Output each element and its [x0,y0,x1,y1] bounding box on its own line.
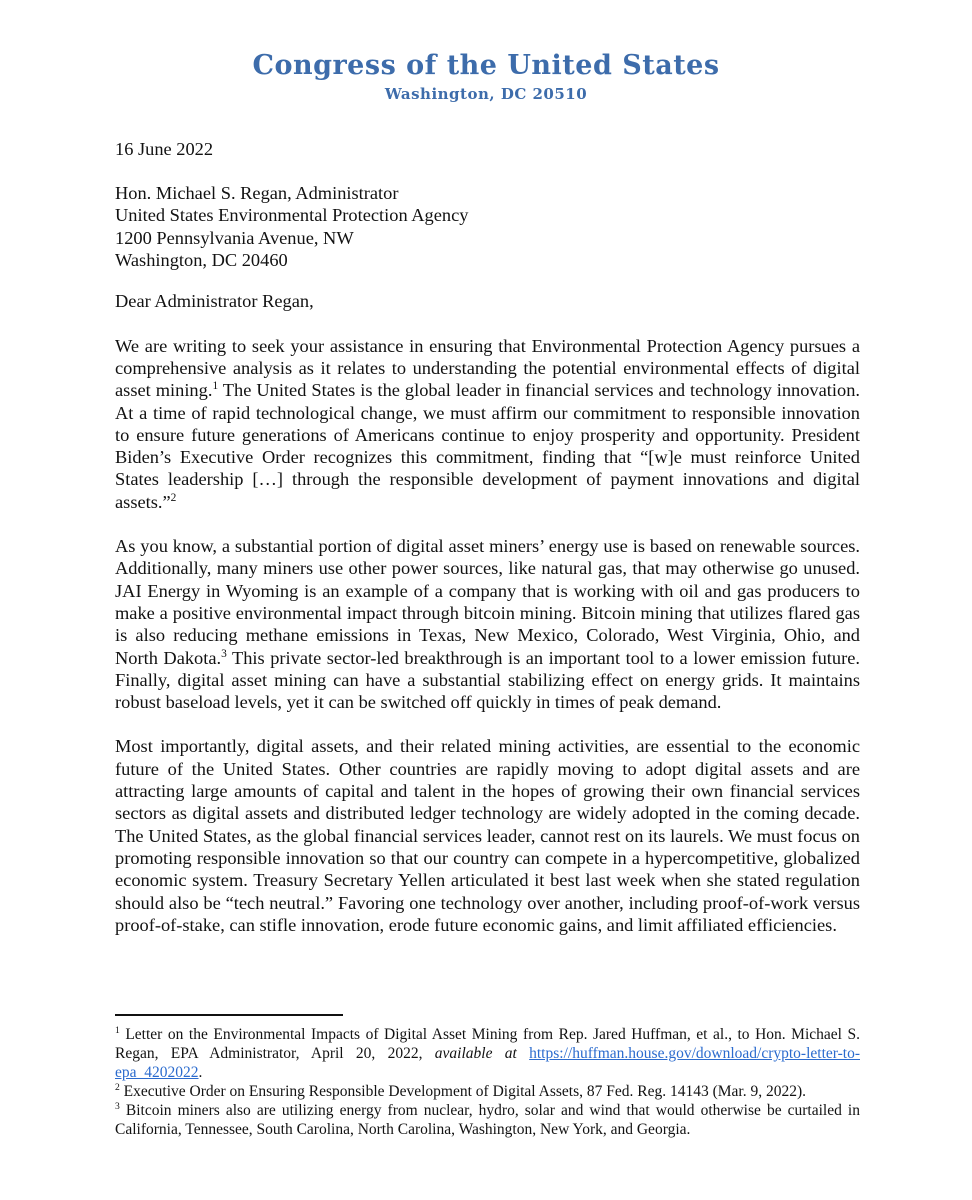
footnote-marker: 2 [170,491,177,504]
footnotes-section [115,1014,860,1139]
letterhead-title: Congress of the United States [252,50,720,81]
letterhead [0,0,972,105]
footnote-marker: 2 [115,1081,120,1093]
body-paragraph-3: Most importantly, digital assets, and their related mining activities, are essential to the economic future of the United States. Other countries are rapidly moving to adopt digital assets and are attracting large amounts of capital and talent in the hopes of growing their own financial services sectors as digital assets and distributed ledger technology are widely adopted in the coming decade. The United States, as the global financial services leader, cannot rest on its laurels. We must focus on promoting responsible innovation so that our country can compete in a hypercompetitive, globalized economic system. Treasury Secretary Yellen articulated it best last week when she stated regulation should also be “tech neutral.” Favoring one technology over another, including proof-of-work versus proof-of-stake, can stifle innovation, erode future economic gains, and limit affiliated efficiencies. [115,736,860,935]
recipient-line-city: Washington, DC 20460 [115,250,288,271]
recipient-address-block [115,182,860,271]
salutation: Dear Administrator Regan, [115,291,314,312]
footnote-3: $^3$ Bitcoin miners also are utilizing energy from nuclear, hydro, solar and wind that would otherwise be curtailed in California, Tennessee, South Carolina, North Carolina, Washington, New York, and Georgia. [115,1100,860,1138]
footnote-link[interactable]: https://huffman.house.gov/download/crypto-letter-to-epa_4202022 [115,1045,860,1081]
footnote-separator [115,1014,343,1016]
italic-text: available at [434,1045,517,1062]
footnote-marker: 1 [212,380,219,393]
footnote-marker: 3 [221,647,227,660]
letter-content [115,138,860,936]
footnote-1: $^1$ Letter on the Environmental Impacts of Digital Asset Mining from Rep. Jared Huffman, et al., to Hon. Michael S. Regan, EPA Administrator, April 20, 2022, available at https://huffman.house.gov/download/crypto-letter-to-epa_4202022. [115,1024,860,1081]
body-paragraph-2: As you know, a substantial portion of digital asset miners’ energy use is based on renewable sources. Additionally, many miners use other power sources, like natural gas, that may otherwise go unused. JAI Energy in Wyoming is an example of a company that is working with oil and gas producers to make a positive environmental impact through bitcoin mining. Bitcoin mining that utilizes flared gas is also reducing methane emissions in Texas, New Mexico, Colorado, West Virginia, Ohio, and North Dakota.$^3$ This private sector-led breakthrough is an important tool to a lower emission future. Finally, digital asset mining can have a substantial stabilizing effect on energy grids. It maintains robust baseload levels, yet it can be switched off quickly in times of peak demand. [115,536,860,713]
footnote-2: $^2$ Executive Order on Ensuring Responsible Development of Digital Assets, 87 Fed. Reg. 14143 (Mar. 9, 2022). [115,1081,806,1100]
letter-date: 16 June 2022 [115,138,214,159]
recipient-line-agency: United States Environmental Protection Agency [115,205,469,226]
letterhead-subtitle: Washington, DC 20510 [384,85,588,104]
recipient-line-street: 1200 Pennsylvania Avenue, NW [115,227,354,248]
body-paragraph-1: We are writing to seek your assistance in ensuring that Environmental Protection Agency pursues a comprehensive analysis as it relates to understanding the potential environmental effects of digital asset mining.$^1$ The United States is the global leader in financial services and technology innovation. At a time of rapid technological change, we must affirm our commitment to responsible innovation to ensure future generations of Americans continue to enjoy prosperity and opportunity. President Biden’s Executive Order recognizes this commitment, finding that “[w]e must reinforce United States leadership […] through the responsible development of payment innovations and digital assets.”$^2$ [115,335,860,512]
footnote-marker: 3 [115,1100,120,1112]
recipient-line-name: Hon. Michael S. Regan, Administrator [115,183,399,204]
footnote-marker: 1 [115,1024,120,1036]
